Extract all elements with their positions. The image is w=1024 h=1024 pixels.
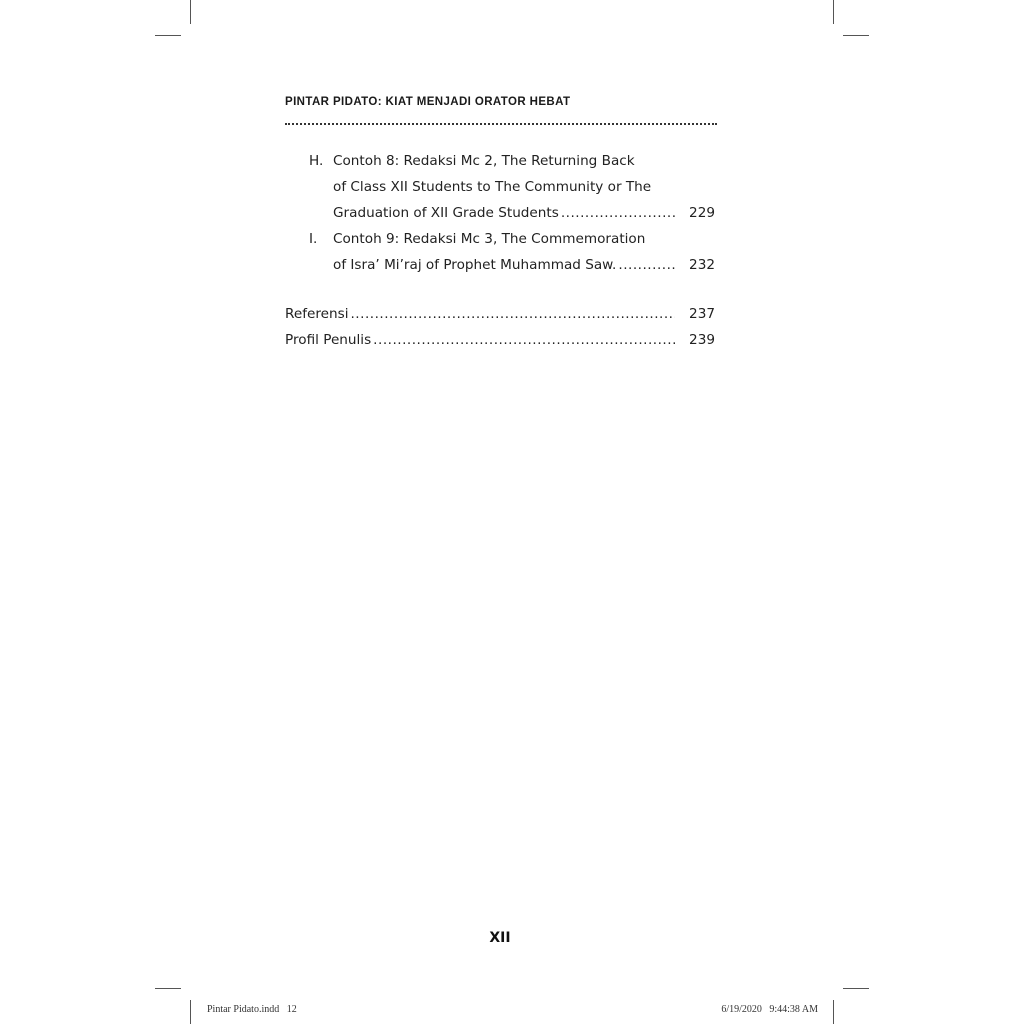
toc-line xyxy=(285,200,715,226)
crop-mark xyxy=(843,988,869,989)
dot-leader xyxy=(561,200,675,226)
toc-marker: I. xyxy=(309,231,318,247)
page-number: 239 xyxy=(689,332,715,348)
table-of-contents xyxy=(285,148,715,353)
crop-mark xyxy=(155,35,181,36)
toc-line xyxy=(285,301,715,327)
crop-mark xyxy=(190,0,191,24)
toc-entry xyxy=(285,301,715,327)
crop-mark xyxy=(155,988,181,989)
dot-leader xyxy=(373,327,675,353)
crop-mark xyxy=(833,1000,834,1024)
toc-text: Contoh 9: Redaksi Mc 3, The Commemoration xyxy=(333,231,646,247)
slug-filename: Pintar Pidato.indd 12 xyxy=(207,1004,297,1015)
toc-text: Referensi xyxy=(285,306,349,322)
crop-mark xyxy=(843,35,869,36)
dotted-rule xyxy=(285,123,717,125)
crop-mark xyxy=(190,1000,191,1024)
page-number: 229 xyxy=(689,205,715,221)
running-head: PINTAR PIDATO: KIAT MENJADI ORATOR HEBAT xyxy=(285,96,571,108)
toc-text: Profil Penulis xyxy=(285,332,372,348)
toc-entry xyxy=(285,148,715,226)
toc-entry xyxy=(285,327,715,353)
toc-marker: H. xyxy=(309,153,324,169)
toc-text: Graduation of XII Grade Students xyxy=(333,205,559,221)
page-folio: XII xyxy=(489,930,511,946)
toc-text: of Isra’ Mi’raj of Prophet Muhammad Saw. xyxy=(333,257,617,273)
dot-leader xyxy=(618,252,675,278)
toc-line xyxy=(285,252,715,278)
toc-line xyxy=(285,174,715,200)
page-number: 232 xyxy=(689,257,715,273)
toc-text: Contoh 8: Redaksi Mc 2, The Returning Back xyxy=(333,153,635,169)
toc-line xyxy=(285,148,715,174)
crop-mark xyxy=(833,0,834,24)
page-number: 237 xyxy=(689,306,715,322)
dot-leader xyxy=(350,301,675,327)
toc-line xyxy=(285,327,715,353)
slug-timestamp: 6/19/2020 9:44:38 AM xyxy=(721,1004,818,1015)
toc-text: of Class XII Students to The Community or The xyxy=(333,179,652,195)
toc-line xyxy=(285,226,715,252)
toc-entry xyxy=(285,226,715,278)
